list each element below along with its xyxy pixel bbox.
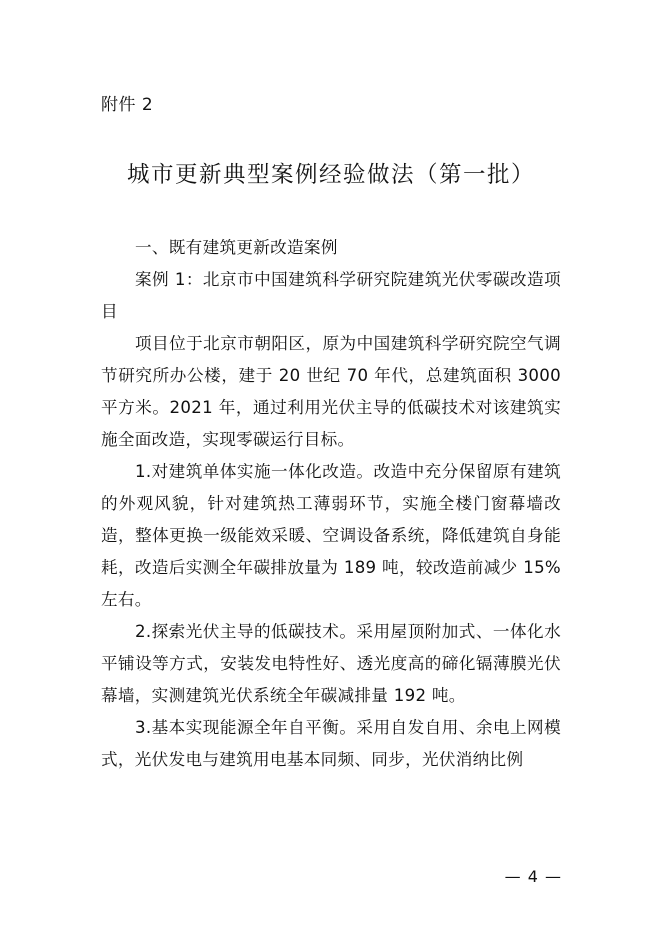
case-heading: 案例 1：北京市中国建筑科学研究院建筑光伏零碳改造项目: [101, 270, 561, 321]
section-heading: 一、既有建筑更新改造案例: [135, 238, 338, 257]
paragraph-intro: 项目位于北京市朝阳区，原为中国建筑科学研究院空气调节研究所办公楼，建于 20 世纪 70 年代，总建筑面积 3000 平方米。2021 年，通过利用光伏主导的低碳技术对该建筑实施全面改造，实现零碳运行目标。: [101, 334, 561, 449]
attachment-label: 附件 2: [101, 95, 154, 115]
document-title: 城市更新典型案例经验做法（第一批）: [126, 162, 535, 188]
paragraph-point-2: 2.探索光伏主导的低碳技术。采用屋顶附加式、一体化水平铺设等方式，安装发电特性好、透光度高的碲化镉薄膜光伏幕墙，实测建筑光伏系统全年碳减排量 192 吨。: [101, 622, 561, 705]
paragraph-point-3: 3.基本实现能源全年自平衡。采用自发自用、余电上网模式，光伏发电与建筑用电基本同频、同步，光伏消纳比例: [101, 718, 561, 769]
document-body: [101, 232, 561, 776]
paragraph-point-1: 1.对建筑单体实施一体化改造。改造中充分保留原有建筑的外观风貌，针对建筑热工薄弱环节，实施全楼门窗幕墙改造，整体更换一级能效采暖、空调设备系统，降低建筑自身能耗，改造后实测全年碳排放量为 189 吨，较改造前减少 15%左右。: [101, 462, 561, 609]
page-number: — 4 —: [504, 867, 562, 886]
